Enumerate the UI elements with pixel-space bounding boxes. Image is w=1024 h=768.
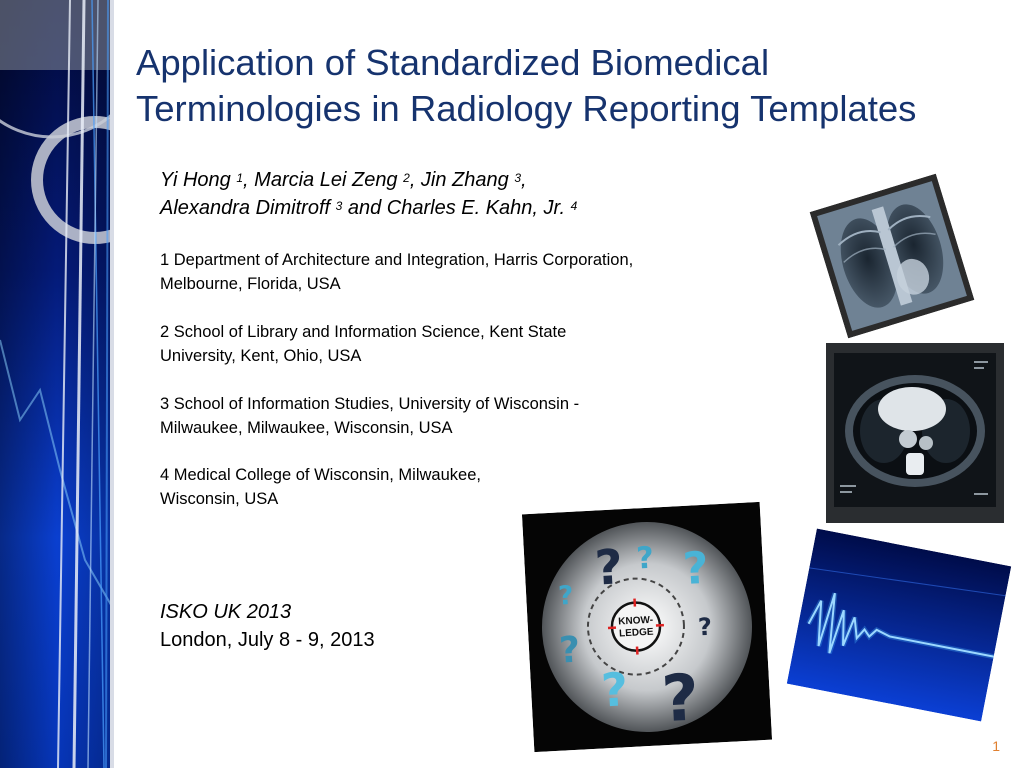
conference-info [160, 598, 375, 654]
author-text: , Jin Zhang [409, 169, 515, 191]
conference-location: London, July 8 - 9, 2013 [160, 629, 375, 651]
knowledge-label-line-1: KNOW- [618, 614, 654, 628]
waveform-image [787, 529, 1012, 722]
authors-line-1 [160, 166, 760, 194]
chest-xray-image [810, 174, 975, 339]
page-number: 1 [992, 738, 1000, 754]
svg-text:?: ? [681, 542, 710, 595]
author-text: , Marcia Lei Zeng [243, 169, 404, 191]
affiliation-line: Melbourne, Florida, USA [160, 275, 341, 293]
svg-text:?: ? [558, 629, 582, 672]
affiliation-line: Milwaukee, Milwaukee, Wisconsin, USA [160, 419, 453, 437]
svg-text:?: ? [635, 540, 655, 577]
svg-text:?: ? [557, 580, 575, 612]
author-text: , [521, 169, 527, 191]
ct-scan-image [826, 343, 1004, 523]
sidebar-decoration [0, 0, 114, 768]
author-superscript: 3 [514, 171, 522, 185]
slide-title [136, 40, 1016, 132]
affiliation-2 [160, 320, 760, 368]
svg-text:?: ? [593, 539, 625, 597]
authors [160, 166, 760, 222]
conference-name: ISKO UK 2013 [160, 601, 292, 623]
affiliation-line: Wisconsin, USA [160, 490, 279, 508]
svg-text:?: ? [659, 661, 701, 738]
author-superscript: 3 [335, 199, 343, 213]
sidebar-graphic [0, 0, 114, 768]
svg-text:?: ? [697, 612, 713, 642]
affiliation-1 [160, 248, 760, 296]
affiliation-4 [160, 463, 760, 511]
affiliation-line: 1 Department of Architecture and Integration, Harris Corporation, [160, 251, 634, 269]
affiliation-3 [160, 392, 760, 440]
knowledge-question-image [522, 502, 772, 752]
author-superscript: 4 [570, 199, 578, 213]
affiliation-line: University, Kent, Ohio, USA [160, 347, 362, 365]
affiliation-line: 4 Medical College of Wisconsin, Milwaukee, [160, 466, 481, 484]
knowledge-label-line-2: LEDGE [618, 626, 654, 640]
author-text: Yi Hong [160, 169, 237, 191]
title-line-1: Application of Standardized Biomedical [136, 42, 770, 83]
author-text: and Charles E. Kahn, Jr. [342, 197, 571, 219]
author-superscript: 1 [236, 171, 244, 185]
title-line-2: Terminologies in Radiology Reporting Templates [136, 88, 917, 129]
affiliation-line: 3 School of Information Studies, University of Wisconsin - [160, 395, 580, 413]
svg-text:?: ? [599, 662, 630, 718]
authors-line-2 [160, 194, 760, 222]
author-text: Alexandra Dimitroff [160, 197, 336, 219]
author-superscript: 2 [403, 171, 410, 185]
affiliation-line: 2 School of Library and Information Science, Kent State [160, 323, 567, 341]
